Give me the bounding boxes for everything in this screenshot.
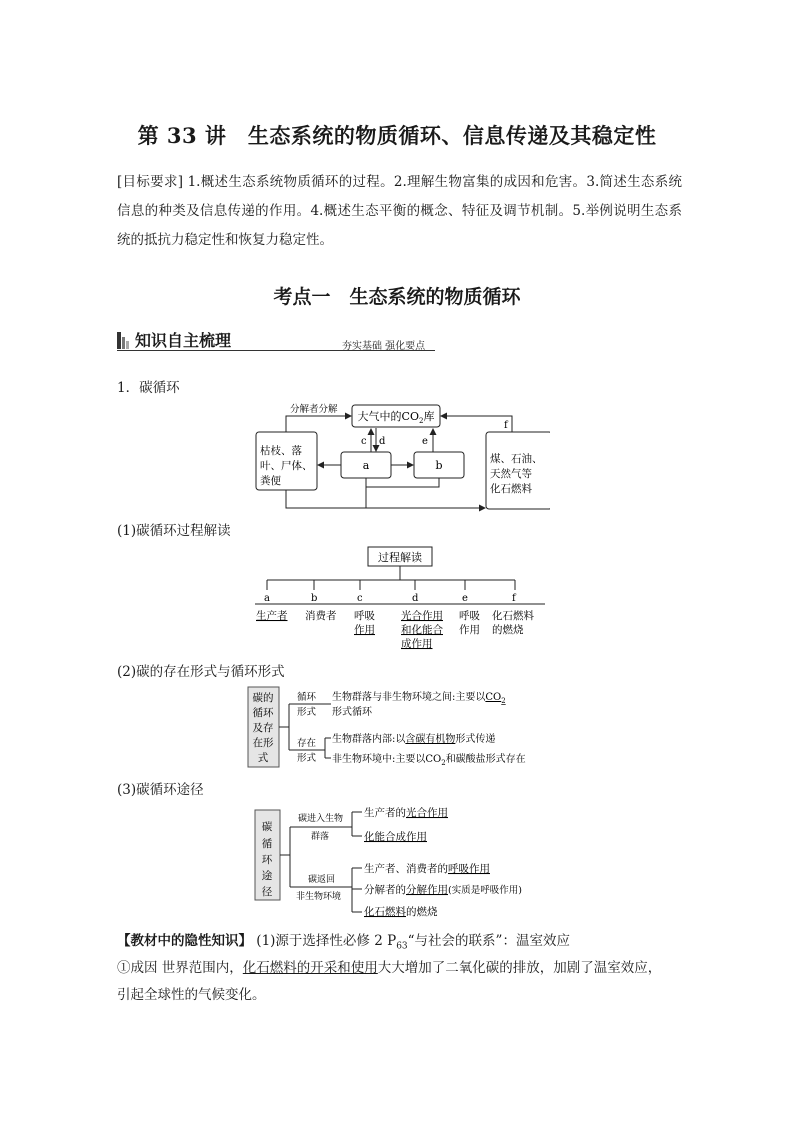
fossil-line-2: 天然气等: [490, 468, 532, 480]
tree-letter-f: f: [512, 593, 516, 604]
atmosphere-label: 大气中的$CO_2$库: [357, 410, 435, 425]
para-underlined: 化石燃料的开采和使用: [242, 960, 378, 976]
branch2-text-b: 非生物环境中:主要以$CO_2$和碳酸盐形式存在: [332, 754, 526, 767]
arrow-f: [441, 416, 512, 432]
branch1-line2: 形式: [297, 707, 317, 718]
decomposer-label: 分解者分解: [290, 404, 338, 415]
goal-paragraph: [117, 168, 682, 255]
section-title: 考点一 生态系统的物质循环: [273, 286, 521, 308]
enter-a: 生产者的光合作用: [364, 807, 448, 819]
forms-root-5: 式: [257, 752, 269, 764]
branch1-line1: 循环: [297, 692, 317, 703]
path-root-5: 径: [261, 886, 273, 898]
path-root-3: 环: [261, 854, 273, 866]
back-line1: 碳返回: [308, 875, 336, 885]
branch2-line1: 存在: [297, 738, 317, 749]
label-d-line2: 和化能合: [401, 624, 443, 636]
enter-line1: 碳进入生物: [298, 814, 344, 824]
label-c-line1: 呼吸: [354, 610, 375, 622]
litter-line-3: 粪便: [260, 475, 281, 487]
forms-root-4: 在形: [252, 737, 274, 749]
para-rest: 大大增加了二氧化碳的排放，加剧了温室效应，: [377, 960, 662, 976]
back-fork: [352, 868, 362, 912]
branch1-text2: 形式循环: [332, 707, 372, 718]
carbon-pathway-diagram: [252, 800, 552, 922]
fossil-line-1: 煤、石油、: [490, 453, 543, 465]
label-d-line1: 光合作用: [401, 610, 443, 622]
label-e-line2: 作用: [459, 624, 480, 636]
enter-line2: 群落: [311, 832, 330, 842]
label-e: e: [422, 436, 428, 447]
carbon-forms-diagram: [247, 686, 557, 770]
heading-carbon-cycle: 1．碳循环: [117, 380, 180, 396]
note-label: 【教材中的隐性知识】: [117, 933, 252, 949]
back-a: 生产者、消费者的呼吸作用: [364, 863, 490, 875]
banner-icon: [117, 332, 130, 349]
para-line2: 引起全球性的气候变化。: [117, 987, 266, 1003]
label-f: f: [504, 420, 508, 431]
note-sub: 63: [396, 941, 408, 952]
hidden-knowledge-note: [117, 929, 570, 952]
page-title: 第 33 讲 生态系统的物质循环、信息传递及其稳定性: [137, 123, 657, 148]
para-lead: ①成因 世界范围内，: [117, 960, 243, 976]
box-a-label: a: [362, 459, 370, 472]
tree-letter-c: c: [357, 593, 363, 604]
carbon-cycle-diagram: [250, 398, 550, 516]
forms-root-1: 碳的: [252, 692, 274, 704]
path-root-2: 循: [261, 838, 273, 850]
tree-letter-d: d: [412, 593, 419, 604]
tree-tick-group: [267, 580, 515, 590]
process-tree: [250, 546, 550, 652]
label-f-line2: 的燃烧: [492, 624, 524, 636]
subheading-forms: (2)碳的存在形式与循环形式: [117, 664, 285, 680]
tree-letter-b: b: [311, 593, 318, 604]
litter-line-2: 叶、尸体、: [260, 460, 313, 472]
back-c: 化石燃料的燃烧: [364, 906, 438, 918]
subheading-pathway: (3)碳循环途径: [117, 782, 204, 798]
tree-letter-e: e: [462, 593, 468, 604]
label-c: c: [361, 436, 367, 447]
label-producer: 生产者: [256, 610, 288, 622]
note-text: (1)源于选择性必修 2 P: [256, 933, 397, 949]
arrow-to-fossil: [286, 490, 485, 508]
forms-root-2: 循环: [252, 707, 274, 719]
label-e-line1: 呼吸: [459, 610, 480, 622]
branch2-line2: 形式: [297, 753, 317, 764]
label-f-line1: 化石燃料: [492, 610, 534, 622]
forms-root-3: 及存: [252, 722, 274, 734]
fossil-line-3: 化石燃料: [490, 483, 532, 495]
path-root-1: 碳: [261, 821, 273, 833]
label-consumer: 消费者: [305, 610, 337, 622]
back-line2: 非生物环境: [296, 892, 342, 902]
goal-label: [目标要求]: [117, 174, 183, 190]
box-b-label: b: [435, 459, 443, 472]
label-d-line3: 成作用: [401, 638, 433, 650]
subheading-process: (1)碳循环过程解读: [117, 523, 231, 539]
note-text2: “与社会的联系”：温室效应: [407, 933, 570, 949]
label-d: d: [379, 436, 386, 447]
process-root-label: 过程解读: [378, 551, 422, 564]
label-c-line2: 作用: [354, 624, 375, 636]
banner-title: 知识自主梳理: [135, 331, 232, 350]
banner-subtitle: 夯实基础 强化要点: [342, 341, 426, 352]
enter-b: 化能合成作用: [364, 831, 427, 843]
tree-letter-a: a: [264, 593, 270, 604]
back-b: 分解者的分解作用(实质是呼吸作用): [364, 884, 522, 896]
arrow-b-litter: [366, 478, 439, 487]
litter-line-1: 枯枝、落: [260, 445, 302, 457]
goal-text: 1.概述生态系统物质循环的过程。2.理解生物富集的成因和危害。3.简述生态系统信息的种类及信息传递的作用。4.概述生态平衡的概念、特征及调节机制。5.举例说明生态系统的抵抗力稳定性和恢复力稳定性。: [117, 174, 682, 248]
enter-fork: [352, 812, 362, 836]
path-root-4: 途: [261, 870, 273, 882]
decomposer-arrow: [286, 416, 351, 432]
cause-paragraph: [117, 955, 682, 1009]
forms-bracket: [279, 704, 295, 750]
branch2-text-a: 生物群落内部:以含碳有机物形式传递: [332, 734, 496, 745]
branch1-text: 生物群落与非生物环境之间:主要以$CO_2$: [332, 692, 506, 705]
